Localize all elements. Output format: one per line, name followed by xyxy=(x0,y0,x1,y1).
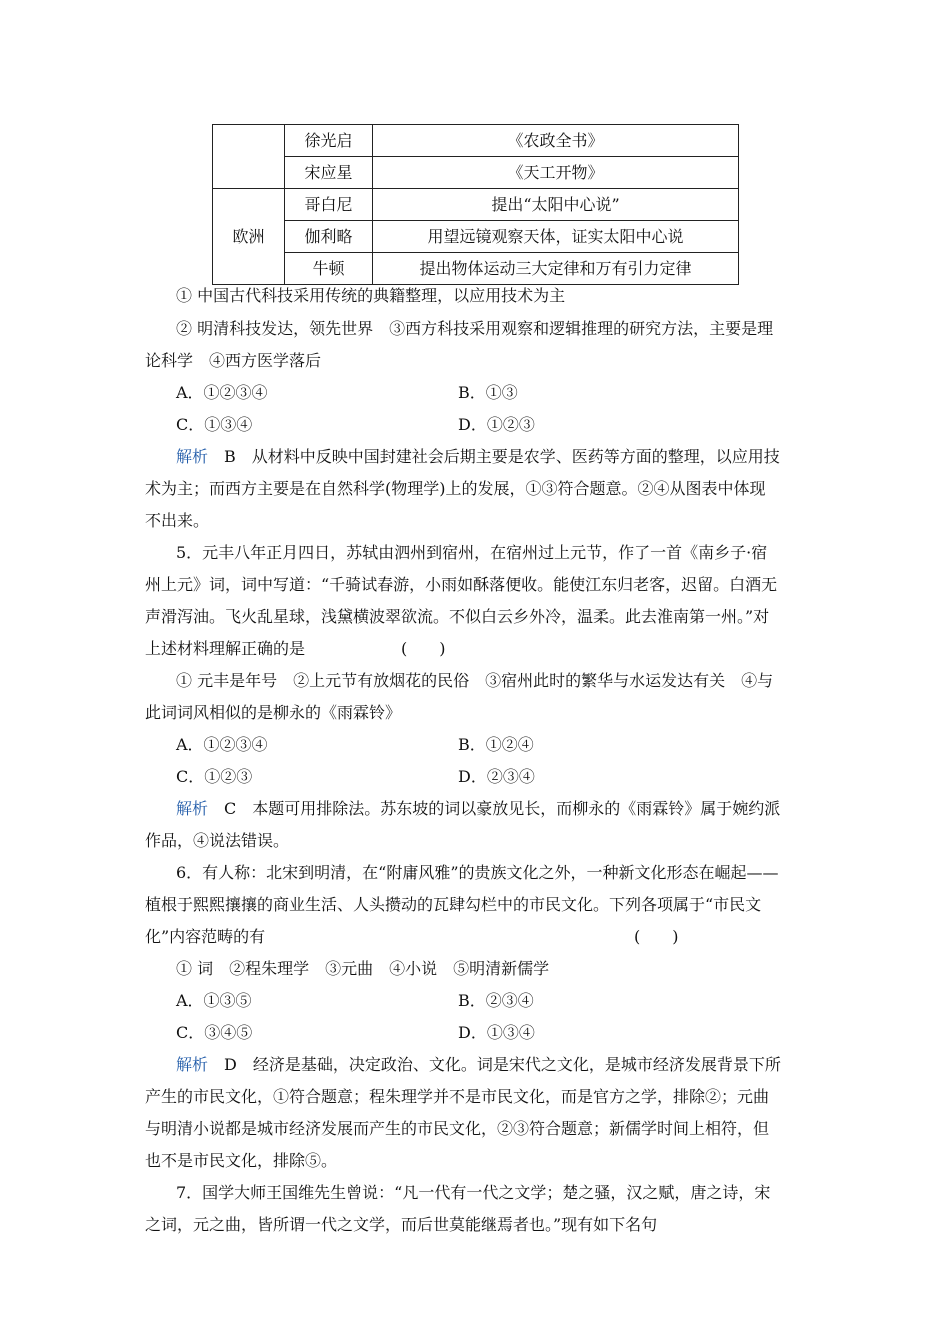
q6-analysis-3: 与明清小说都是城市经济发展而产生的市民文化，②③符合题意；新儒学时间上相符，但 xyxy=(145,1119,770,1138)
q5-statement-2: 此词词风相似的是柳永的《雨霖铃》 xyxy=(145,703,402,722)
table-cell-person: 徐光启 xyxy=(285,125,373,157)
table-row xyxy=(213,189,739,221)
q6-stem-3: 化”内容范畴的有 xyxy=(145,927,266,946)
q5-stem-4: 上述材料理解正确的是 ( ) xyxy=(145,639,446,658)
q4-option-d: D．①②③ xyxy=(458,415,535,434)
q5-statement-1: ① 元丰是年号 ②上元节有放烟花的民俗 ③宿州此时的繁华与水运发达有关 ④与 xyxy=(176,671,774,690)
q4-analysis-2: 术为主；而西方主要是在自然科学(物理学)上的发展，①③符合题意。②④从图表中体现 xyxy=(145,479,766,498)
q6-answer-paren: ( ) xyxy=(634,927,679,946)
table-row xyxy=(213,253,739,285)
comparison-table xyxy=(212,124,739,285)
table-cell-item: 《天工开物》 xyxy=(373,157,739,189)
table-row xyxy=(213,221,739,253)
q5-stem-3: 声滑泻油。飞火乱星球，浅黛横波翠欲流。不似白云乡外冷，温柔。此去淮南第一州。”对 xyxy=(145,607,770,626)
table-row xyxy=(213,157,739,189)
table-cell-region: 欧洲 xyxy=(213,189,285,285)
q4-option-c: C．①③④ xyxy=(176,415,253,434)
q6-analysis-4: 也不是市民文化，排除⑤。 xyxy=(145,1151,338,1170)
analysis-text: C 本题可用排除法。苏东坡的词以豪放见长，而柳永的《雨霖铃》属于婉约派 xyxy=(208,799,781,818)
analysis-text: D 经济是基础，决定政治、文化。词是宋代之文化，是城市经济发展背景下所 xyxy=(208,1055,781,1074)
q6-stem-1: 6．有人称：北宋到明清，在“附庸风雅”的贵族文化之外，一种新文化形态在崛起—— xyxy=(176,863,779,882)
q5-stem-1: 5．元丰八年正月四日，苏轼由泗州到宿州，在宿州过上元节，作了一首《南乡子·宿 xyxy=(176,543,768,562)
q4-option-a: A．①②③④ xyxy=(176,383,268,402)
table-row xyxy=(213,125,739,157)
q5-stem-2: 州上元》词，词中写道：“千骑试春游，小雨如酥落便收。能使江东归老客，迟留。白酒无 xyxy=(145,575,778,594)
table-cell-item: 《农政全书》 xyxy=(373,125,739,157)
q5-option-d: D．②③④ xyxy=(458,767,535,786)
q4-analysis-3: 不出来。 xyxy=(145,511,210,530)
analysis-text: B 从材料中反映中国封建社会后期主要是农学、医药等方面的整理，以应用技 xyxy=(208,447,780,466)
q7-stem-2: 之词，元之曲，皆所谓一代之文学，而后世莫能继焉者也。”现有如下名句 xyxy=(145,1215,658,1234)
table-cell-person: 牛顿 xyxy=(285,253,373,285)
q5-option-c: C．①②③ xyxy=(176,767,253,786)
q5-analysis-1 xyxy=(176,798,780,820)
q5-option-b: B．①②④ xyxy=(458,735,534,754)
analysis-label: 解析 xyxy=(176,447,209,466)
table-cell-region xyxy=(213,125,285,189)
q6-option-a: A．①③⑤ xyxy=(176,991,252,1010)
table-cell-person: 伽利略 xyxy=(285,221,373,253)
q6-option-b: B．②③④ xyxy=(458,991,534,1010)
q4-statement-3: 论科学 ④西方医学落后 xyxy=(145,351,322,370)
table-cell-person: 哥白尼 xyxy=(285,189,373,221)
q6-analysis-2: 产生的市民文化，①符合题意；程朱理学并不是市民文化，而是官方之学，排除②；元曲 xyxy=(145,1087,770,1106)
q7-stem-1: 7．国学大师王国维先生曾说：“凡一代有一代之文学；楚之骚，汉之赋，唐之诗，宋 xyxy=(176,1183,771,1202)
q6-option-d: D．①③④ xyxy=(458,1023,535,1042)
analysis-label: 解析 xyxy=(176,1055,209,1074)
q4-statement-1: ① 中国古代科技采用传统的典籍整理，以应用技术为主 xyxy=(176,286,566,305)
analysis-label: 解析 xyxy=(176,799,209,818)
q4-option-b: B．①③ xyxy=(458,383,518,402)
table-cell-item: 提出物体运动三大定律和万有引力定律 xyxy=(373,253,739,285)
q6-statements: ① 词 ②程朱理学 ③元曲 ④小说 ⑤明清新儒学 xyxy=(176,959,550,978)
table-cell-item: 用望远镜观察天体，证实太阳中心说 xyxy=(373,221,739,253)
q5-option-a: A．①②③④ xyxy=(176,735,268,754)
table-cell-person: 宋应星 xyxy=(285,157,373,189)
q6-stem-2: 植根于熙熙攘攘的商业生活、人头攒动的瓦肆勾栏中的市民文化。下列各项属于“市民文 xyxy=(145,895,762,914)
q4-analysis-1 xyxy=(176,446,780,468)
q6-option-c: C．③④⑤ xyxy=(176,1023,253,1042)
q4-statement-2: ② 明清科技发达，领先世界 ③西方科技采用观察和逻辑推理的研究方法，主要是理 xyxy=(176,319,774,338)
q5-analysis-2: 作品，④说法错误。 xyxy=(145,831,290,850)
q6-analysis-1 xyxy=(176,1054,781,1076)
table-cell-item: 提出“太阳中心说” xyxy=(373,189,739,221)
